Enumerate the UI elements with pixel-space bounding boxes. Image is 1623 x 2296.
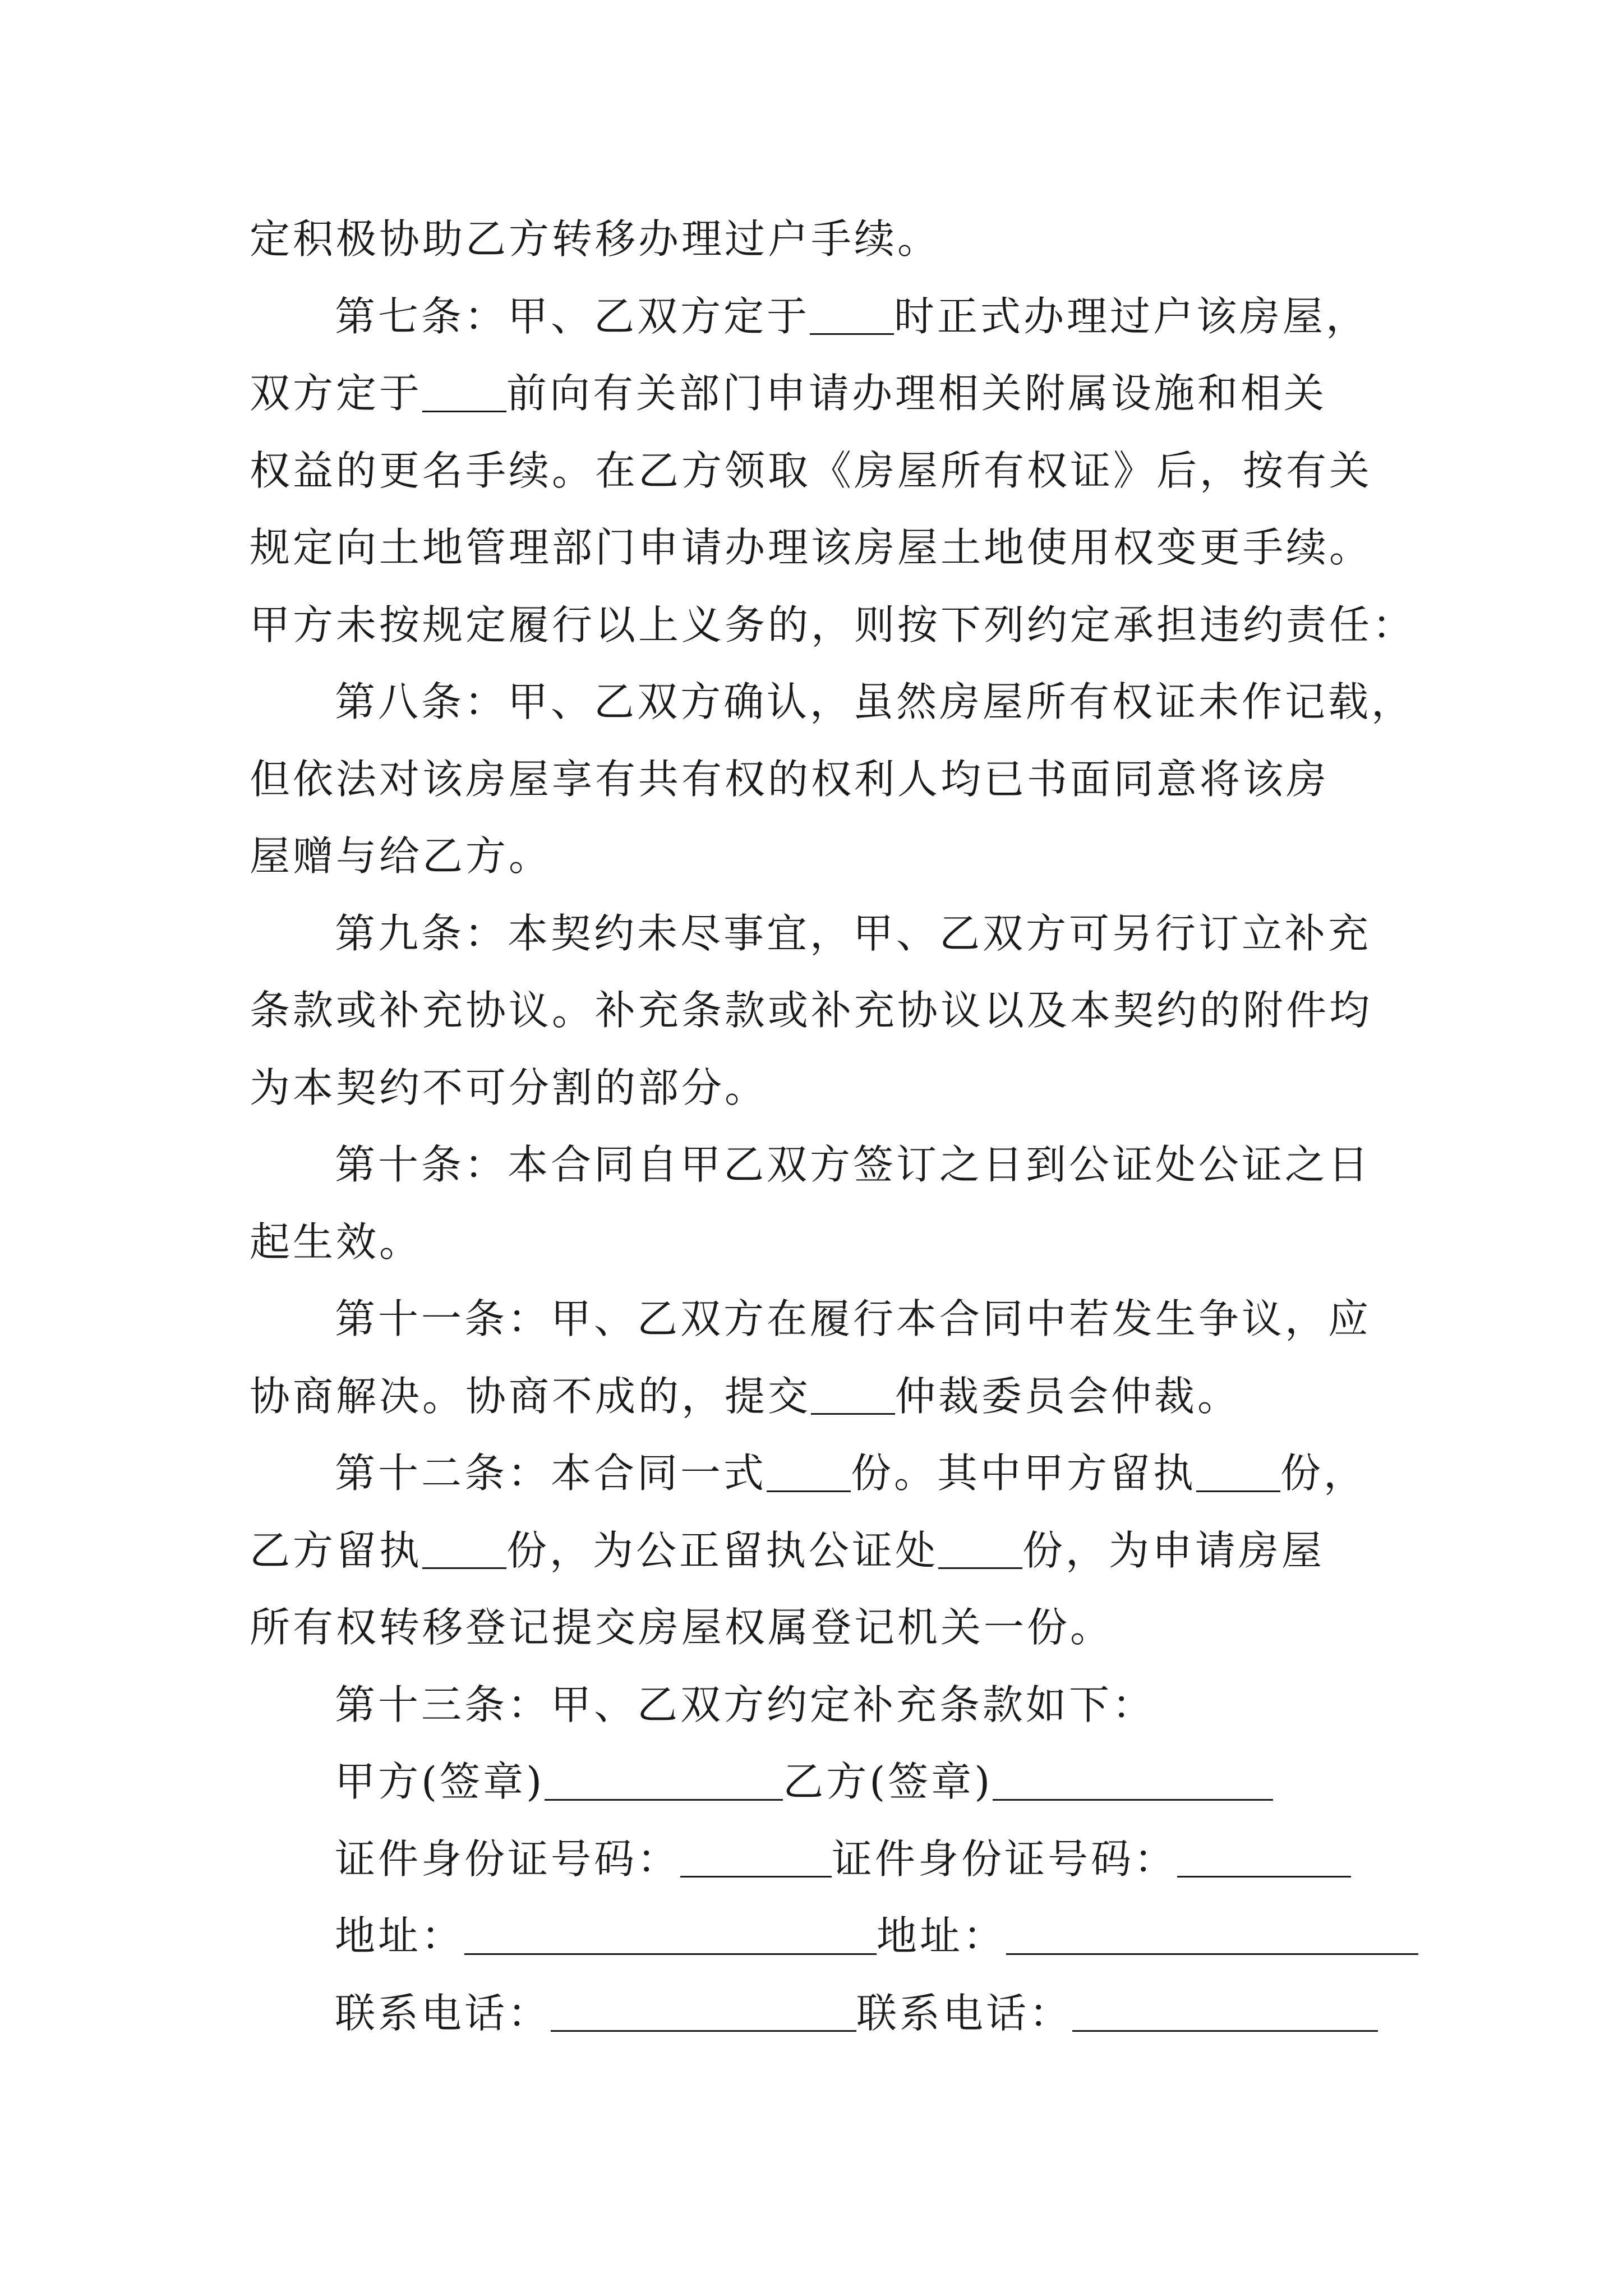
text-segment: 定积极协助乙方转移办理过户手续。 [250,215,941,263]
party-a-sign-blank [545,1759,783,1801]
party-b-sign-blank [993,1759,1273,1801]
contract-body [250,201,1416,2052]
text-segment: 第七条：甲、乙双方定于 [335,292,810,340]
text-segment: 份，为申请房屋 [1022,1526,1325,1574]
text-segment: 仲裁委员会仲裁。 [895,1372,1241,1420]
fill-blank [767,1450,851,1492]
party-a-sign-label: 甲方(签章) [335,1758,545,1805]
article-8-line-3 [250,818,1388,895]
text-segment: 但依法对该房屋享有共有权的权利人均已书面同意将该房 [250,755,1330,803]
party-b-sign-label: 乙方(签章) [783,1758,993,1805]
article-7-line-2 [250,355,1388,432]
article-10-line-2 [250,1204,1388,1281]
text-segment: 第十一条：甲、乙双方在履行本合同中若发生争议，应 [335,1295,1372,1342]
fill-blank [1196,1450,1280,1492]
party-a-id-blank [680,1835,832,1878]
article-7-line-4 [250,509,1388,587]
party-a-phone-label: 联系电话： [335,1989,551,2037]
party-a-address-label: 地址： [335,1912,465,1959]
party-b-id-blank [1177,1835,1351,1878]
text-segment: 第十三条：甲、乙双方约定补充条款如下： [335,1681,1156,1728]
article-9-line-1 [250,895,1388,973]
phone-row [250,1975,1388,2053]
article-8-line-1 [250,664,1415,741]
text-segment: 份。其中甲方留执 [851,1450,1197,1497]
article-11-line-1 [250,1281,1388,1358]
text-segment: 第九条：本契约未尽事宜，甲、乙双方可另行订立补充 [335,909,1372,957]
id-number-row [250,1821,1388,1898]
fill-blank [811,1373,895,1415]
party-a-phone-blank [551,1990,856,2032]
party-b-address-label: 地址： [877,1912,1007,1959]
article-12-line-1 [250,1435,1388,1512]
signature-row [250,1743,1388,1821]
text-segment: 规定向土地管理部门申请办理该房屋土地使用权变更手续。 [250,524,1373,571]
article-12-line-2 [250,1512,1388,1590]
text-segment: 第八条：甲、乙双方确认，虽然房屋所有权证未作记载， [335,678,1415,725]
article-9-line-3 [250,1050,1388,1127]
fill-blank [938,1527,1022,1569]
text-segment: 权益的更名手续。在乙方领取《房屋所有权证》后，按有关 [250,447,1373,494]
text-segment: 第十二条：本合同一式 [335,1450,767,1497]
text-segment: 前向有关部门申请办理相关附属设施和相关 [506,370,1327,417]
article-12-line-3 [250,1589,1388,1667]
article-9-line-2 [250,972,1388,1050]
text-segment: 屋赠与给乙方。 [250,832,552,880]
party-b-phone-blank [1072,1990,1378,2032]
article-8-line-2 [250,741,1388,818]
text-segment: 第十条：本合同自甲乙双方签订之日到公证处公证之日 [335,1141,1372,1188]
article-11-line-2 [250,1358,1388,1435]
text-segment: 双方定于 [250,370,423,417]
party-a-address-blank [464,1913,877,1955]
text-segment: 份，为公正留执公证处 [506,1526,939,1574]
party-a-id-label: 证件身份证号码： [335,1835,681,1883]
article-13-line-1 [250,1667,1388,1744]
fill-blank [422,1527,506,1569]
party-b-address-blank [1006,1913,1418,1955]
party-b-phone-label: 联系电话： [856,1989,1073,2037]
article-7-line-3 [250,432,1388,510]
address-row [250,1898,1388,1975]
party-b-id-label: 证件身份证号码： [832,1835,1178,1883]
text-line [250,201,1388,278]
text-segment: 起生效。 [250,1218,423,1266]
text-segment: 份， [1280,1450,1367,1497]
text-segment: 为本契约不可分割的部分。 [250,1064,768,1111]
article-7-line-5 [250,587,1416,664]
fill-blank [422,370,506,412]
article-10-line-1 [250,1126,1388,1204]
text-segment: 协商解决。协商不成的，提交 [250,1372,811,1420]
text-segment: 乙方留执 [250,1526,423,1574]
text-segment: 所有权转移登记提交房屋权属登记机关一份。 [250,1604,1114,1651]
text-segment: 时正式办理过户该房屋， [894,292,1370,340]
article-7-line-1 [250,278,1388,356]
text-segment: 甲方未按规定履行以上义务的，则按下列约定承担违约责任： [250,601,1416,648]
fill-blank [810,293,894,335]
text-segment: 条款或补充协议。补充条款或补充协议以及本契约的附件均 [250,987,1373,1034]
